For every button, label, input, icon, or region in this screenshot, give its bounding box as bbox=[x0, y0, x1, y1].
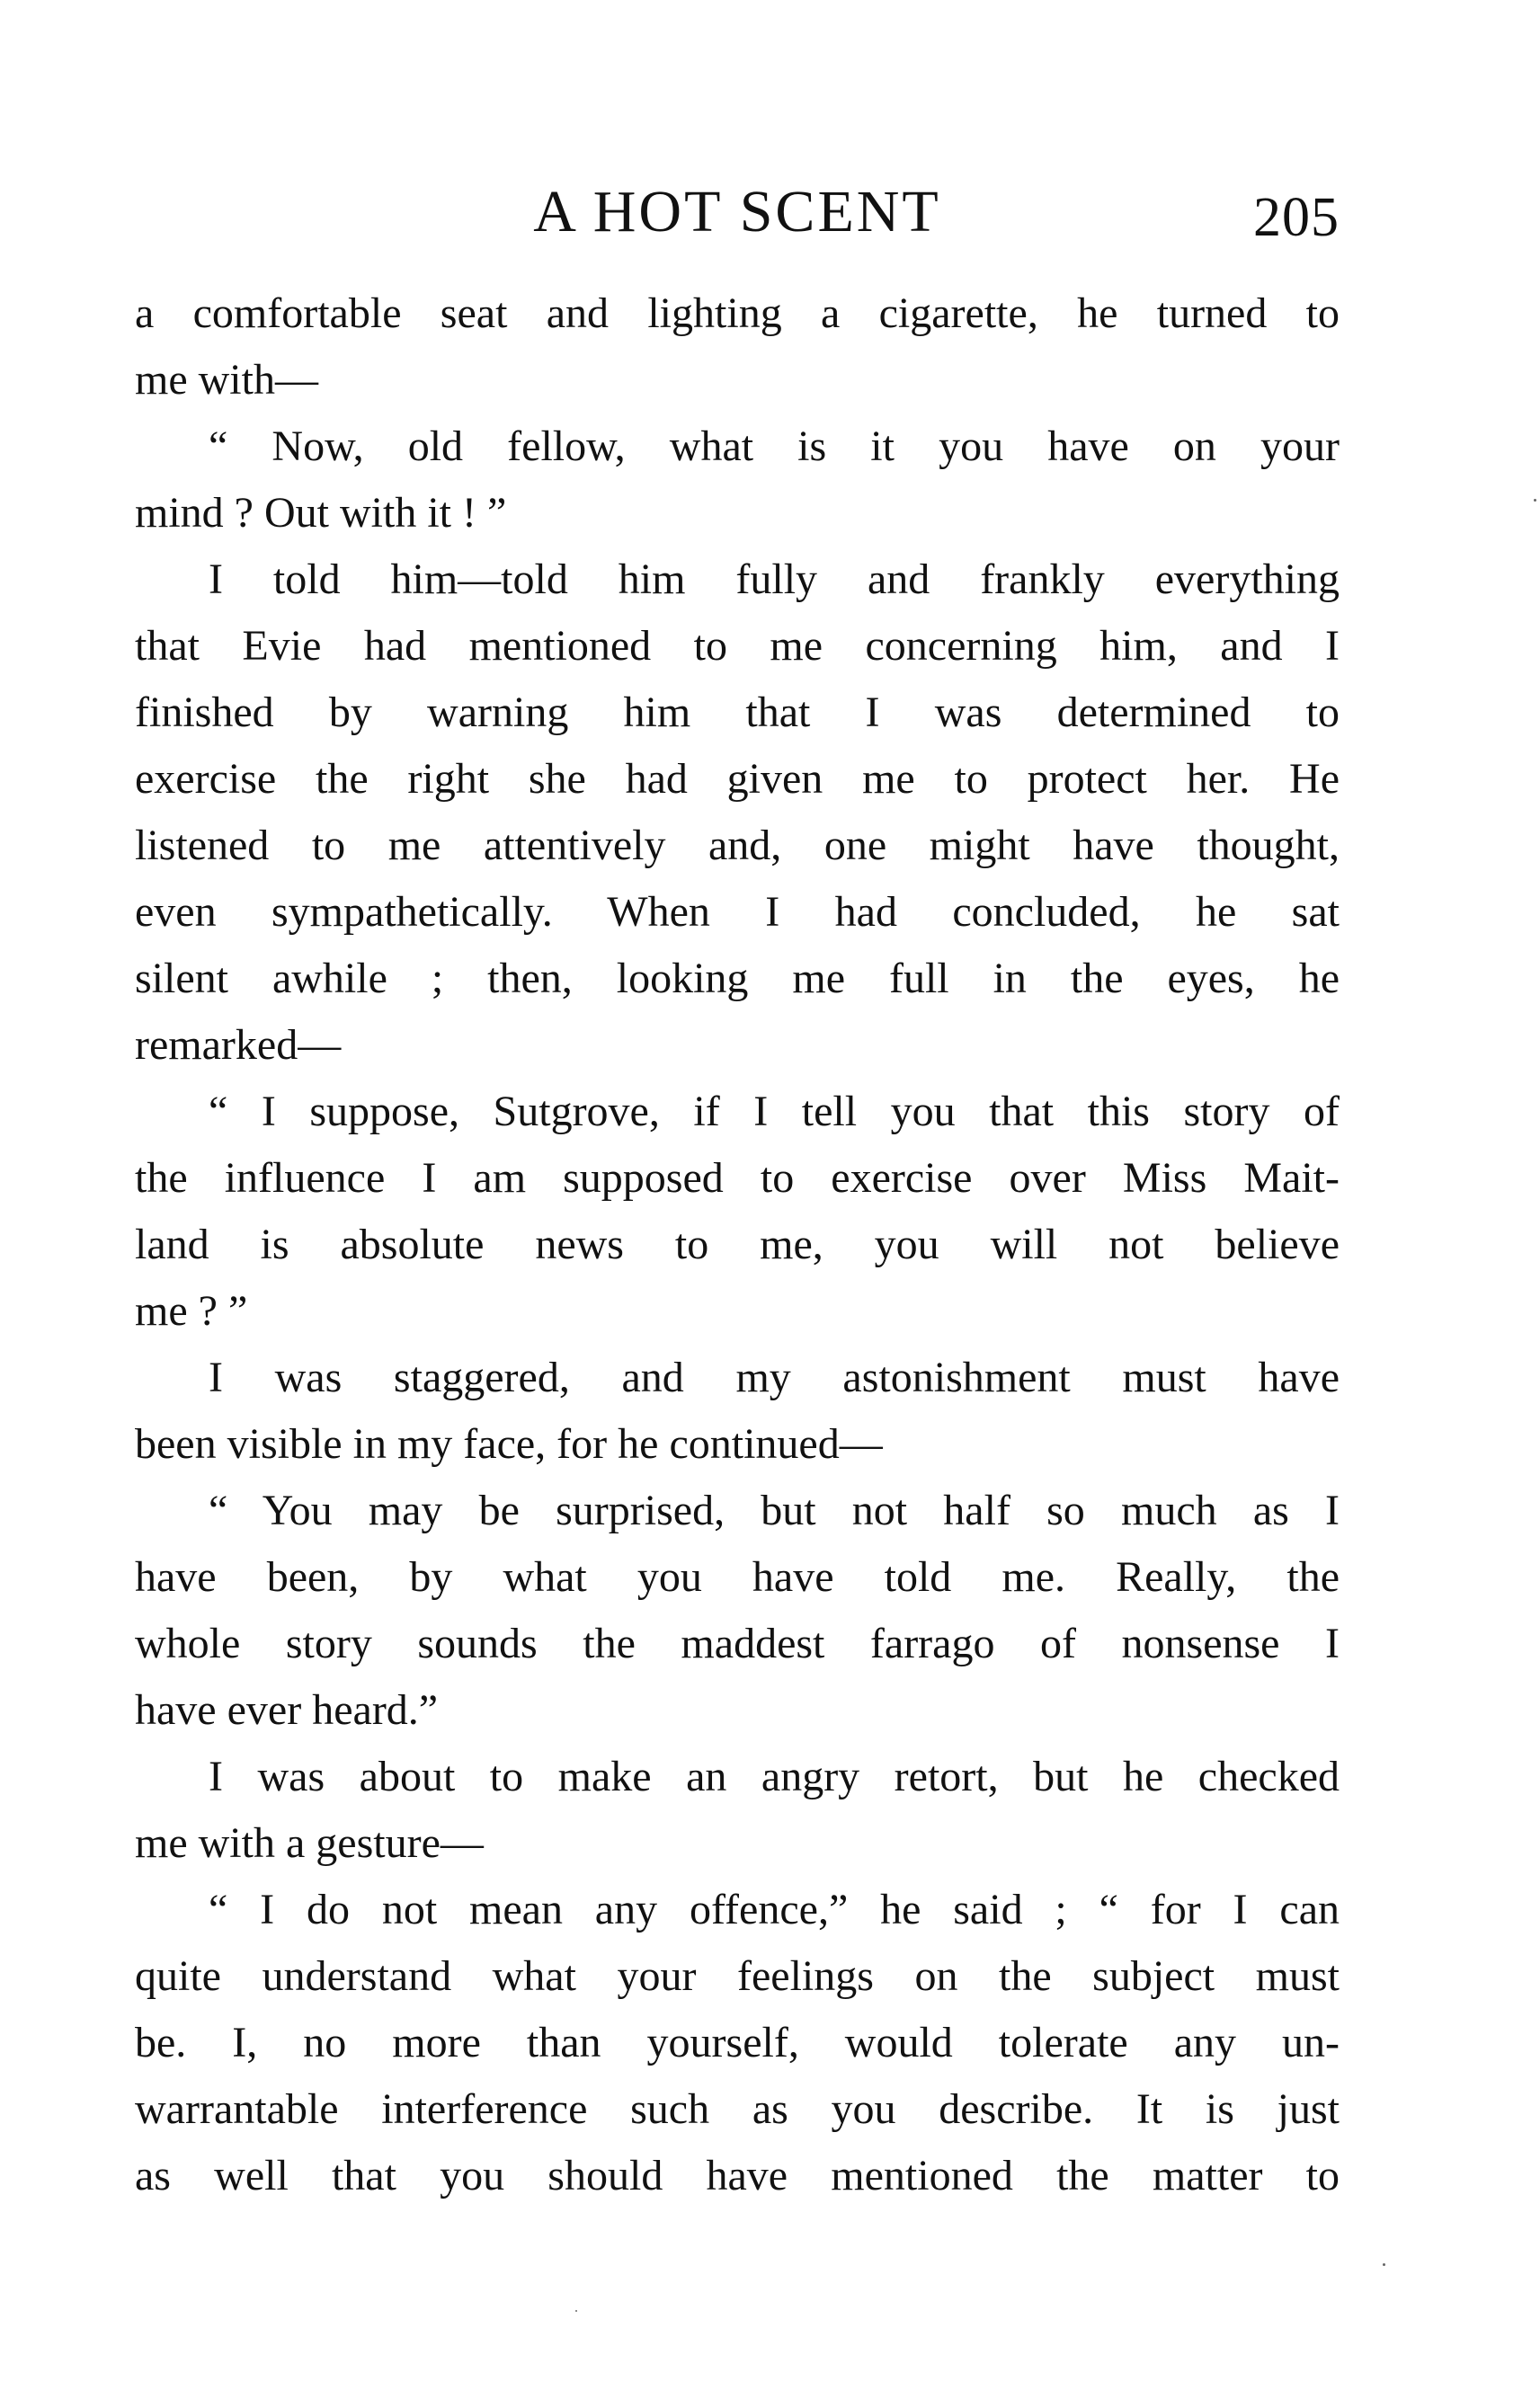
text-line: be. I, no more than yourself, would tolerate any un- bbox=[135, 2019, 1340, 2066]
speck bbox=[1534, 499, 1536, 502]
text-line: whole story sounds the maddest farrago of nonsense I bbox=[135, 1620, 1340, 1667]
text-line: as well that you should have mentioned the matter to bbox=[135, 2152, 1340, 2199]
speck bbox=[1383, 2263, 1385, 2266]
text-line: “ Now, old fellow, what is it you have on your bbox=[209, 422, 1340, 470]
text-line: silent awhile ; then, looking me full in the eyes, he bbox=[135, 955, 1340, 1002]
text-line: “ You may be surprised, but not half so much as I bbox=[209, 1487, 1340, 1534]
text-line: even sympathetically. When I had concluded, he sat bbox=[135, 888, 1340, 936]
text-line: I told him—told him fully and frankly everything bbox=[209, 555, 1340, 603]
text-line: quite understand what your feelings on the subject must bbox=[135, 1952, 1340, 2000]
text-line: “ I do not mean any offence,” he said ; “ for I can bbox=[209, 1886, 1340, 1933]
text-line: been visible in my face, for he continued— bbox=[135, 1420, 883, 1468]
page-number: 205 bbox=[1253, 187, 1340, 248]
text-line: I was staggered, and my astonishment must have bbox=[209, 1354, 1340, 1401]
text-line: “ I suppose, Sutgrove, if I tell you that this story of bbox=[209, 1088, 1340, 1135]
body-text bbox=[135, 280, 1340, 2209]
text-line: that Evie had mentioned to me concerning him, and I bbox=[135, 622, 1340, 670]
text-line: finished by warning him that I was determined to bbox=[135, 689, 1340, 736]
text-line: a comfortable seat and lighting a cigarette, he turned to bbox=[135, 289, 1340, 337]
speck bbox=[575, 2310, 577, 2312]
running-head bbox=[135, 176, 1340, 248]
text-line: remarked— bbox=[135, 1021, 342, 1069]
text-line: listened to me attentively and, one might have thought, bbox=[135, 822, 1340, 869]
text-line: mind ? Out with it ! ” bbox=[135, 489, 507, 537]
text-line: have been, by what you have told me. Really, the bbox=[135, 1553, 1340, 1601]
text-line: I was about to make an angry retort, but he checked bbox=[209, 1753, 1340, 1800]
text-line: me with a gesture— bbox=[135, 1819, 484, 1867]
text-line: warrantable interference such as you describe. It is just bbox=[135, 2085, 1340, 2133]
text-line: me ? ” bbox=[135, 1287, 248, 1335]
text-line: me with— bbox=[135, 356, 318, 404]
text-line: the influence I am supposed to exercise over Miss Mait- bbox=[135, 1154, 1340, 1202]
running-title: A HOT SCENT bbox=[533, 179, 941, 244]
text-line: land is absolute news to me, you will not believe bbox=[135, 1221, 1340, 1268]
text-line: have ever heard.” bbox=[135, 1686, 439, 1734]
text-line: exercise the right she had given me to protect her. He bbox=[135, 755, 1340, 803]
